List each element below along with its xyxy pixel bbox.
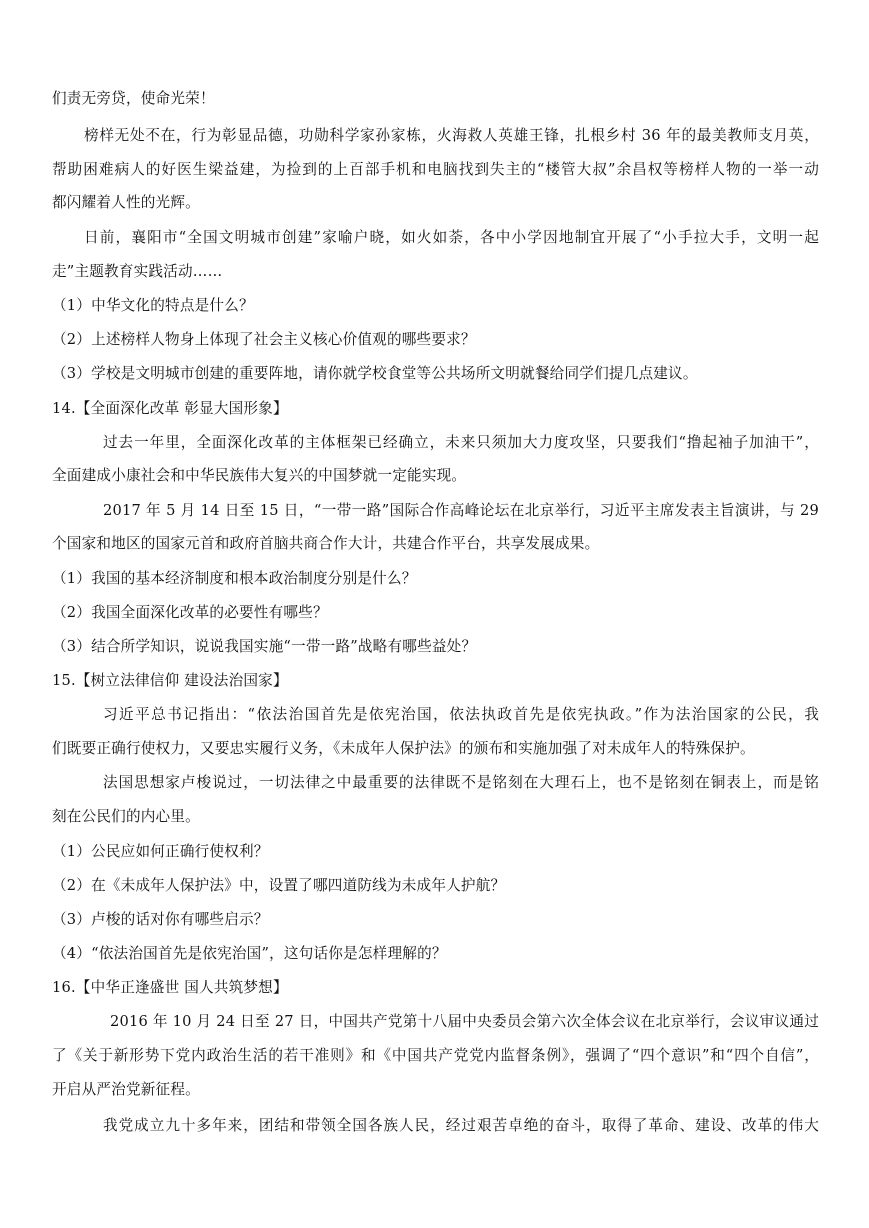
paragraph-line: 日前，襄阳市“全国文明城市创建”家喻户晓，如火如荼，各中小学因地制宜开展了“小手拉大手，文明一起 [84,229,819,246]
paragraph-line: 们责无旁贷，使命光荣！ [52,90,215,107]
paragraph-line: 开启从严治党新征程。 [52,1081,200,1098]
question-item: （3）结合所学知识，说说我国实施“一带一路”战略有哪些益处？ [52,638,477,655]
paragraph-line: 法国思想家卢梭说过，一切法律之中最重要的法律既不是铭刻在大理石上，也不是铭刻在铜表上，而是铭 [103,774,819,791]
paragraph-line: 个国家和地区的国家元首和政府首脑共商合作大计，共建合作平台，共享发展成果。 [52,535,600,552]
question-item: （3）学校是文明城市创建的重要阵地，请你就学校食堂等公共场所文明就餐给同学们提几点建议。 [52,365,698,382]
paragraph-line: 过去一年里，全面深化改革的主体框架已经确立，未来只须加大力度攻坚，只要我们“撸起袖子加油干”， [103,434,819,451]
question-item: （1）我国的基本经济制度和根本政治制度分别是什么？ [52,570,417,587]
section-heading: 14.【全面深化改革 彰显大国形象】 [52,400,288,417]
paragraph-line: 帮助困难病人的好医生梁益建，为捡到的上百部手机和电脑找到失主的“楼管大叔”余昌权等榜样人物的一举一动 [52,161,819,178]
section-heading: 15.【树立法律信仰 建设法治国家】 [52,672,288,689]
paragraph-line: 刻在公民们的内心里。 [52,808,200,825]
question-item: （1）中华文化的特点是什么？ [52,297,254,314]
section-heading: 16.【中华正逢盛世 国人共筑梦想】 [52,979,288,996]
question-item: （4）“依法治国首先是依宪治国”，这句话你是怎样理解的？ [52,945,447,962]
paragraph-line: 走”主题教育实践活动…… [52,263,223,280]
paragraph-line: 榜样无处不在，行为彰显品德，功勋科学家孙家栋，火海救人英雄王锋，扎根乡村 36 年的最美教师支月英， [84,127,819,144]
paragraph-line: 我党成立九十多年来，团结和带领全国各族人民，经过艰苦卓绝的奋斗，取得了革命、建设、改革的伟大 [103,1117,819,1134]
paragraph-line: 都闪耀着人性的光辉。 [52,194,200,211]
paragraph-line: 2017 年 5 月 14 日至 15 日，“一带一路”国际合作高峰论坛在北京举行，习近平主席发表主旨演讲，与 29 [103,502,819,519]
question-item: （2）我国全面深化改革的必要性有哪些？ [52,604,328,621]
paragraph-line: 2016 年 10 月 24 日至 27 日，中国共产党第十八届中央委员会第六次全体会议在北京举行，会议审议通过 [110,1013,819,1030]
paragraph-line: 了《关于新形势下党内政治生活的若干准则》和《中国共产党党内监督条例》，强调了“四个意识”和“四个自信”， [52,1047,819,1064]
question-item: （2）在《未成年人保护法》中，设置了哪四道防线为未成年人护航？ [52,877,506,894]
question-item: （1）公民应如何正确行使权利？ [52,843,269,860]
question-item: （3）卢梭的话对你有哪些启示？ [52,911,269,928]
paragraph-line: 习近平总书记指出：“依法治国首先是依宪治国，依法执政首先是依宪执政。”作为法治国家的公民，我 [103,706,819,723]
question-item: （2）上述榜样人物身上体现了社会主义核心价值观的哪些要求？ [52,331,476,348]
paragraph-line: 们既要正确行使权力，又要忠实履行义务，《未成年人保护法》的颁布和实施加强了对未成年人的特殊保护。 [52,740,755,757]
paragraph-line: 全面建成小康社会和中华民族伟大复兴的中国梦就一定能实现。 [52,467,467,484]
